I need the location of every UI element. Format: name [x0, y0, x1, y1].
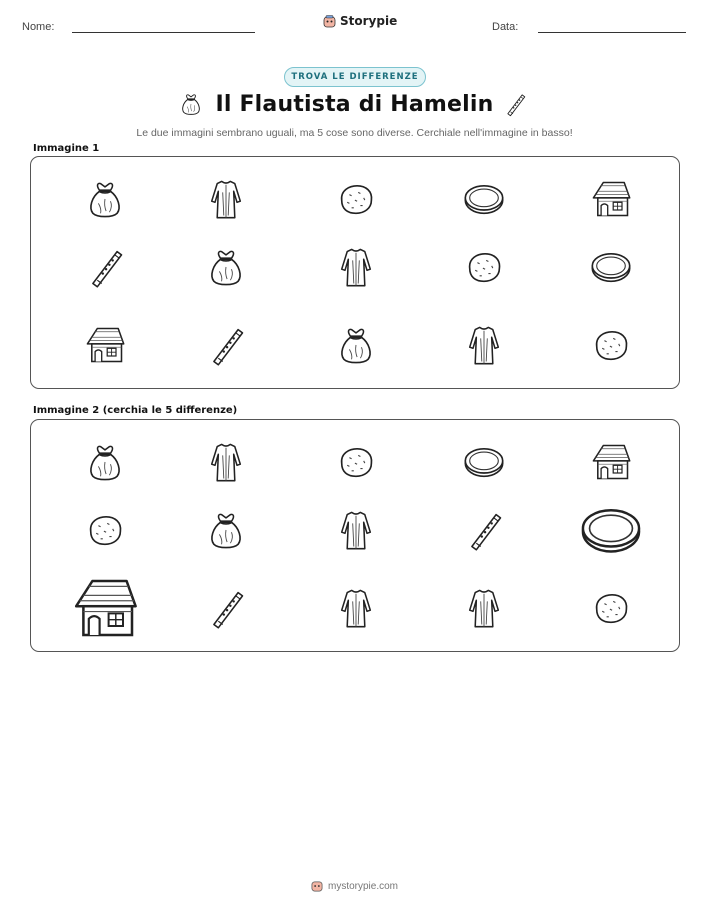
panel1-label: Immagine 1 — [33, 143, 100, 154]
flute-icon — [204, 323, 248, 367]
panel2-label: Immagine 2 (cerchia le 5 differenze) — [33, 405, 238, 416]
robe-icon[interactable] — [334, 586, 378, 630]
flute-icon — [83, 245, 127, 289]
bag-icon — [83, 177, 127, 221]
flute-icon[interactable] — [462, 508, 506, 552]
page-title-wrap — [0, 92, 709, 117]
page-title: Il Flautista di Hamelin — [215, 92, 494, 117]
robe-icon — [204, 177, 248, 221]
bag-icon[interactable] — [83, 440, 127, 484]
flute-title-icon — [502, 91, 528, 121]
storypie-mascot-icon — [311, 880, 323, 892]
name-line[interactable] — [72, 32, 255, 33]
bag-icon[interactable] — [204, 508, 248, 552]
date-label: Data: — [492, 21, 519, 33]
footer-url[interactable]: mystorypie.com — [327, 880, 398, 892]
bread-icon[interactable] — [589, 586, 633, 630]
robe-icon — [462, 323, 506, 367]
image-2-panel[interactable] — [30, 419, 680, 652]
coin-icon[interactable] — [578, 497, 644, 563]
robe-icon[interactable] — [334, 508, 378, 552]
brand-logo — [323, 14, 397, 28]
brand-name: Storypie — [340, 14, 398, 28]
coin-icon — [462, 177, 506, 221]
bread-icon[interactable] — [334, 440, 378, 484]
house-icon[interactable] — [69, 572, 141, 644]
storypie-mascot-icon — [323, 15, 336, 28]
coin-icon — [589, 245, 633, 289]
house-icon[interactable] — [589, 440, 633, 484]
house-icon — [589, 177, 633, 221]
footer — [0, 880, 709, 892]
bread-icon — [462, 245, 506, 289]
bag-icon — [334, 323, 378, 367]
robe-icon[interactable] — [462, 586, 506, 630]
robe-icon[interactable] — [204, 440, 248, 484]
bread-icon — [334, 177, 378, 221]
house-icon — [83, 323, 127, 367]
activity-badge: TROVA LE DIFFERENZE — [284, 67, 426, 87]
date-line[interactable] — [538, 32, 686, 33]
bread-icon — [589, 323, 633, 367]
image-1-panel — [30, 156, 680, 389]
flute-icon[interactable] — [204, 586, 248, 630]
name-label: Nome: — [22, 21, 55, 33]
instructions: Le due immagini sembrano uguali, ma 5 cose sono diverse. Cerchiale nell'immagine in basso! — [136, 127, 573, 139]
bag-icon — [204, 245, 248, 289]
robe-icon — [334, 245, 378, 289]
coin-icon[interactable] — [462, 440, 506, 484]
bread-icon[interactable] — [83, 508, 127, 552]
